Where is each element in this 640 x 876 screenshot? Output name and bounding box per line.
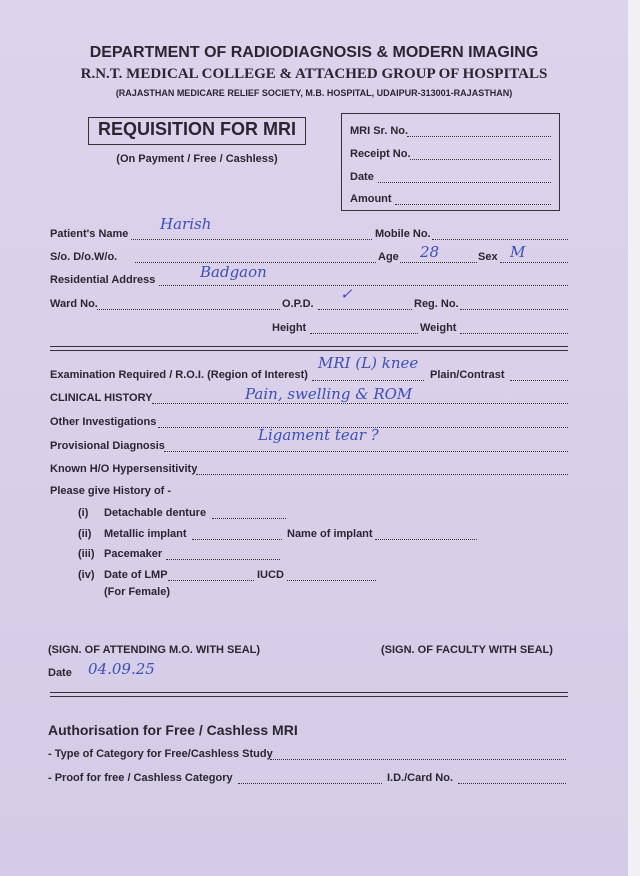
id-card-label: I.D./Card No. bbox=[387, 772, 454, 784]
receipt-no-label: Receipt No. bbox=[350, 148, 411, 160]
metallic-implant-label: Metallic implant bbox=[104, 528, 187, 540]
weight-label: Weight bbox=[420, 322, 457, 334]
hypersensitivity-field bbox=[196, 474, 568, 475]
plain-contrast-label: Plain/Contrast bbox=[430, 369, 505, 381]
exam-required-field bbox=[312, 380, 424, 381]
date-label: Date bbox=[350, 171, 374, 183]
opd-field bbox=[318, 309, 412, 310]
relation-label: S/o. D/o.W/o. bbox=[50, 251, 118, 263]
history-item-number: (i) bbox=[78, 507, 89, 519]
iucd-label: IUCD bbox=[257, 569, 284, 581]
history-of-label: Please give History of - bbox=[50, 485, 172, 497]
pacemaker-label: Pacemaker bbox=[104, 548, 163, 560]
sex-value: M bbox=[510, 243, 526, 261]
mobile-label: Mobile No. bbox=[375, 228, 431, 240]
sign-date-value: 04.09.25 bbox=[88, 660, 155, 678]
address-label: Residential Address bbox=[50, 274, 156, 286]
divider-line bbox=[50, 696, 568, 697]
history-item-number: (iv) bbox=[78, 569, 95, 581]
clinical-history-field bbox=[152, 403, 568, 404]
denture-label: Detachable denture bbox=[104, 507, 207, 519]
amount-field bbox=[395, 204, 551, 205]
weight-field bbox=[460, 333, 568, 334]
authorisation-title: Authorisation for Free / Cashless MRI bbox=[48, 722, 298, 738]
category-type-label: - Type of Category for Free/Cashless Study bbox=[48, 748, 273, 760]
form-title: REQUISITION FOR MRI bbox=[98, 119, 296, 139]
patient-name-label: Patient's Name bbox=[50, 228, 129, 240]
exam-required-label: Examination Required / R.O.I. (Region of Interest) bbox=[50, 369, 308, 381]
age-value: 28 bbox=[420, 243, 440, 261]
implant-name-label: Name of implant bbox=[287, 528, 373, 540]
category-type-field bbox=[270, 759, 566, 760]
height-field bbox=[310, 333, 418, 334]
divider-line bbox=[50, 692, 568, 693]
proof-field bbox=[238, 783, 382, 784]
provisional-diagnosis-field bbox=[164, 451, 568, 452]
denture-field bbox=[212, 518, 286, 519]
form-subtitle: (On Payment / Free / Cashless) bbox=[116, 153, 278, 165]
metallic-implant-field bbox=[192, 539, 282, 540]
mo-signature-label: (SIGN. OF ATTENDING M.O. WITH SEAL) bbox=[48, 644, 261, 656]
iucd-field bbox=[287, 580, 376, 581]
society-address: (RAJASTHAN MEDICARE RELIEF SOCIETY, M.B. HOSPITAL, UDAIPUR-313001-RAJASTHAN) bbox=[115, 88, 513, 98]
receipt-no-field bbox=[410, 159, 551, 160]
patient-name-value: Harish bbox=[160, 215, 212, 233]
patient-name-field bbox=[131, 239, 372, 240]
faculty-signature-label: (SIGN. OF FACULTY WITH SEAL) bbox=[381, 644, 553, 656]
opd-value: ✓ bbox=[340, 285, 353, 303]
age-field bbox=[400, 262, 477, 263]
other-investigations-label: Other Investigations bbox=[50, 416, 157, 428]
ward-field bbox=[97, 309, 280, 310]
address-field bbox=[159, 285, 568, 286]
divider-line bbox=[50, 350, 568, 351]
history-item-number: (ii) bbox=[78, 528, 92, 540]
lmp-field bbox=[168, 580, 254, 581]
history-item-number: (iii) bbox=[78, 548, 95, 560]
exam-required-value: MRI (L) knee bbox=[318, 354, 419, 372]
mri-sr-no-field bbox=[407, 136, 551, 137]
date-field bbox=[378, 182, 551, 183]
implant-name-field bbox=[375, 539, 477, 540]
reg-no-field bbox=[460, 309, 568, 310]
divider-line bbox=[50, 346, 568, 347]
clinical-history-label: CLINICAL HISTORY bbox=[50, 392, 153, 404]
opd-label: O.P.D. bbox=[282, 298, 314, 310]
provisional-diagnosis-label: Provisional Diagnosis bbox=[50, 440, 165, 452]
ward-label: Ward No. bbox=[50, 298, 98, 310]
proof-label: - Proof for free / Cashless Category bbox=[48, 772, 233, 784]
department-title: DEPARTMENT OF RADIODIAGNOSIS & MODERN IMAGING bbox=[89, 44, 539, 61]
sign-date-label: Date bbox=[48, 667, 72, 679]
college-title: R.N.T. MEDICAL COLLEGE & ATTACHED GROUP OF HOSPITALS bbox=[80, 66, 548, 82]
age-label: Age bbox=[378, 251, 399, 263]
sex-field bbox=[500, 262, 568, 263]
id-card-field bbox=[458, 783, 566, 784]
mobile-field bbox=[432, 239, 568, 240]
lmp-label: Date of LMP bbox=[104, 569, 168, 581]
address-value: Badgaon bbox=[200, 263, 267, 281]
hypersensitivity-label: Known H/O Hypersensitivity bbox=[50, 463, 198, 475]
sex-label: Sex bbox=[478, 251, 498, 263]
mri-sr-no-label: MRI Sr. No. bbox=[350, 125, 409, 137]
amount-label: Amount bbox=[350, 193, 392, 205]
provisional-diagnosis-value: Ligament tear ? bbox=[258, 426, 379, 444]
pacemaker-field bbox=[166, 559, 280, 560]
reg-no-label: Reg. No. bbox=[414, 298, 459, 310]
female-note: (For Female) bbox=[104, 586, 171, 598]
plain-contrast-field bbox=[510, 380, 568, 381]
clinical-history-value: Pain, swelling & ROM bbox=[245, 385, 413, 403]
height-label: Height bbox=[272, 322, 307, 334]
